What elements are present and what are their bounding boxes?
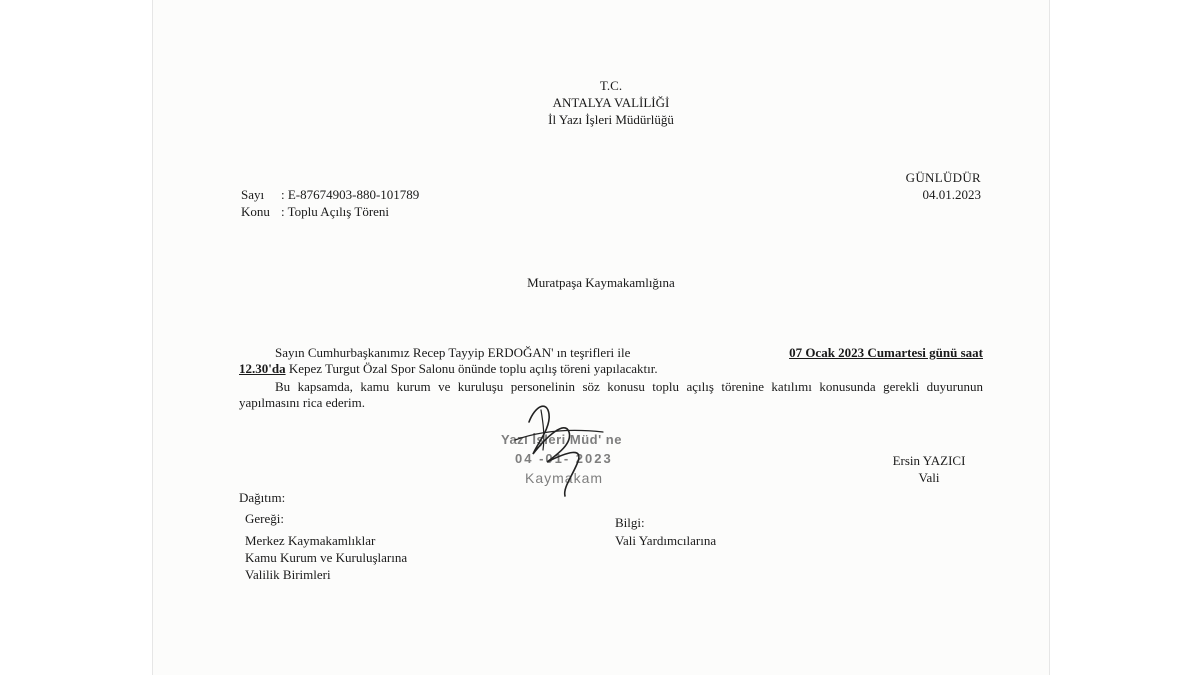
body-p1-event-time: 12.30'da	[239, 361, 286, 376]
stamp-office: Kaymakam	[525, 470, 604, 486]
geregi-item: Valilik Birimleri	[245, 567, 331, 582]
document-page	[152, 0, 1050, 675]
distribution-heading: Dağıtım:	[239, 490, 286, 505]
stamp-recipient: Yazı İşleri Müd' ne	[501, 432, 622, 447]
sayi-value: : E-87674903-880-101789	[281, 187, 420, 202]
header-department: İl Yazı İşleri Müdürlüğü	[548, 112, 674, 127]
geregi-item: Merkez Kaymakamlıklar	[245, 533, 376, 548]
signatory-title: Vali	[918, 470, 940, 485]
body-paragraph-1	[239, 345, 983, 377]
body-p1-venue: Kepez Turgut Özal Spor Salonu önünde toplu açılış töreni yapılacaktır.	[285, 361, 658, 376]
body-p1-intro: Sayın Cumhurbaşkanımız Recep Tayyip ERDOĞAN' ın teşrifleri ile	[275, 345, 631, 360]
body-paragraph-2: Bu kapsamda, kamu kurum ve kuruluşu personelinin söz konusu toplu açılış törenine katılımı konusunda gerekli duyurunun yapılmasını rica ederim.	[239, 379, 983, 410]
geregi-item: Kamu Kurum ve Kuruluşlarına	[245, 550, 408, 565]
signatory-name: Ersin YAZICI	[892, 453, 966, 468]
handwritten-signature	[507, 392, 617, 502]
bilgi-item: Vali Yardımcılarına	[615, 533, 717, 548]
konu-label: Konu	[241, 204, 270, 219]
header-tc: T.C.	[599, 78, 623, 93]
sayi-label: Sayı	[241, 187, 265, 202]
konu-value: : Toplu Açılış Töreni	[281, 204, 390, 219]
addressee: Muratpaşa Kaymakamlığına	[527, 275, 675, 290]
priority-label: GÜNLÜDÜR	[905, 170, 981, 185]
stamp-date: 04 -01- 2023	[515, 451, 613, 466]
body-p1-event-date: 07 Ocak 2023 Cumartesi günü saat	[789, 345, 983, 360]
document-date: 04.01.2023	[922, 187, 981, 202]
geregi-label: Gereği:	[245, 511, 284, 526]
header-institution: ANTALYA VALİLİĞİ	[552, 95, 670, 110]
bilgi-label: Bilgi:	[615, 515, 645, 530]
